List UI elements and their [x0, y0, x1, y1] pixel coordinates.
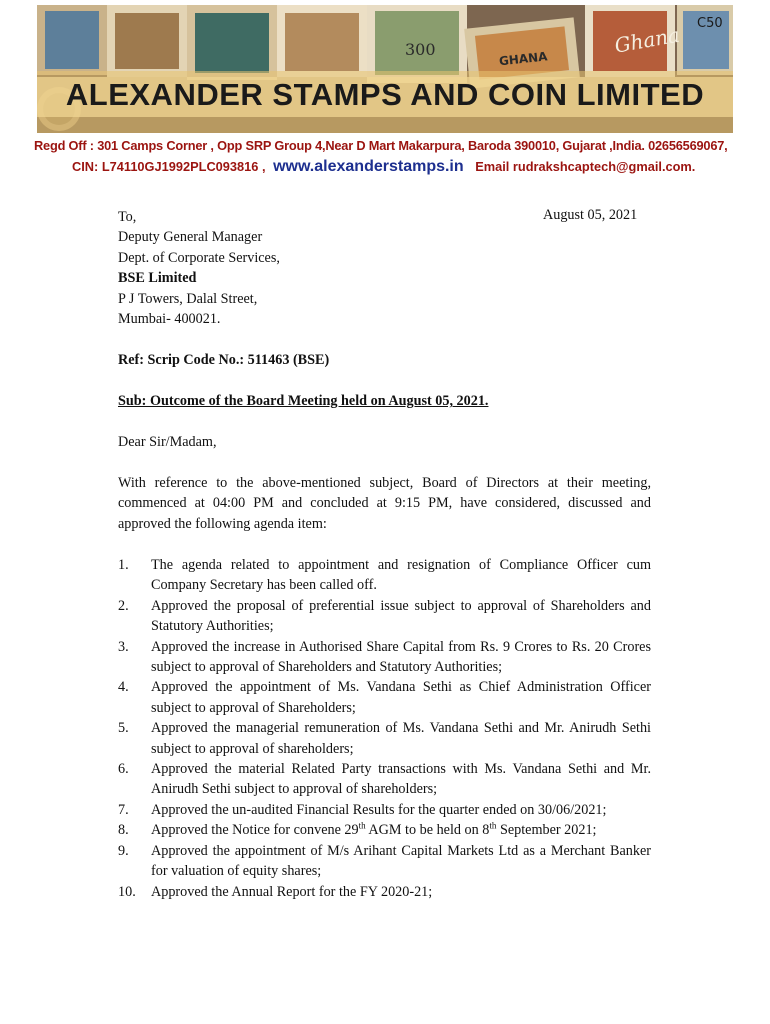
letter-date: August 05, 2021 [543, 207, 638, 223]
list-item: 6. Approved the material Related Party transactions with Ms. Vandana Sethi and Mr. Anirudh Sethi subject to approval of shareholders; [118, 761, 651, 798]
list-item: 7. Approved the un-audited Financial Results for the quarter ended on 30/06/2021; [118, 801, 607, 818]
addressee-line: BSE Limited [118, 270, 197, 287]
list-item: 5. Approved the managerial remuneration of Ms. Vandana Sethi and Mr. Anirudh Sethi subject to approval of shareholders; [118, 720, 651, 757]
addressee-line: Mumbai- 400021. [118, 311, 221, 328]
email-text[interactable]: Email rudrakshcaptech@gmail.com. [475, 159, 696, 174]
stamps-collage-image [37, 5, 733, 133]
list-item: 8. Approved the Notice for convene 29th AGM to be held on 8th September 2021; [118, 820, 597, 839]
intro-paragraph: With reference to the above-mentioned subject, Board of Directors at their meeting, commenced at 04:00 PM and concluded at 9:15 PM, have considered, discussed and approved the following agenda item: [118, 475, 651, 532]
addressee-line: P J Towers, Dalal Street, [118, 290, 258, 307]
reference-line: Ref: Scrip Code No.: 511463 (BSE) [118, 352, 330, 368]
website-link[interactable]: www.alexanderstamps.in [273, 158, 464, 175]
addressee-block [118, 207, 651, 329]
stamp-value-text: 300 [405, 40, 436, 59]
list-item: 9. Approved the appointment of M/s Arihant Capital Markets Ltd as a Merchant Banker for valuation of equity shares; [118, 842, 651, 880]
stamp-country-text: Ghana [612, 22, 682, 58]
list-item: 10. Approved the Annual Report for the FY 2020-21; [118, 883, 433, 900]
letterhead-banner [37, 5, 733, 133]
list-item: 3. Approved the increase in Authorised Share Capital from Rs. 9 Crores to Rs. 20 Crores subject to approval of Shareholders and Statutory Authorities; [118, 638, 651, 676]
stamp-country-text: GHANA [498, 49, 549, 69]
company-name: ALEXANDER STAMPS AND COIN LIMITED [65, 77, 705, 112]
registered-office-line: Regd Off : 301 Camps Corner , Opp SRP Group 4,Near D Mart Makarpura, Baroda 390010, Gujarat ,India. 02656569067, [34, 138, 728, 153]
stamp-value-text: C50 [697, 16, 723, 31]
list-item: 2. Approved the proposal of preferential issue subject to approval of Shareholders and Statutory Authorities; [118, 597, 651, 635]
salutation: Dear Sir/Madam, [118, 434, 217, 450]
addressee-line: Deputy General Manager [118, 229, 263, 246]
agenda-list [118, 555, 651, 902]
list-item: 4. Approved the appointment of Ms. Vandana Sethi as Chief Administration Officer subject to approval of Shareholders; [118, 679, 651, 716]
addressee-line: Dept. of Corporate Services, [118, 249, 280, 266]
cin-text: CIN: L74110GJ1992PLC093816 , [72, 159, 266, 174]
contact-line [72, 158, 695, 176]
to-line: To, [118, 209, 137, 225]
subject-line: Sub: Outcome of the Board Meeting held on August 05, 2021. [118, 393, 489, 409]
list-item: 1. The agenda related to appointment and resignation of Compliance Officer cum Company Secretary has been called off. [118, 557, 651, 594]
